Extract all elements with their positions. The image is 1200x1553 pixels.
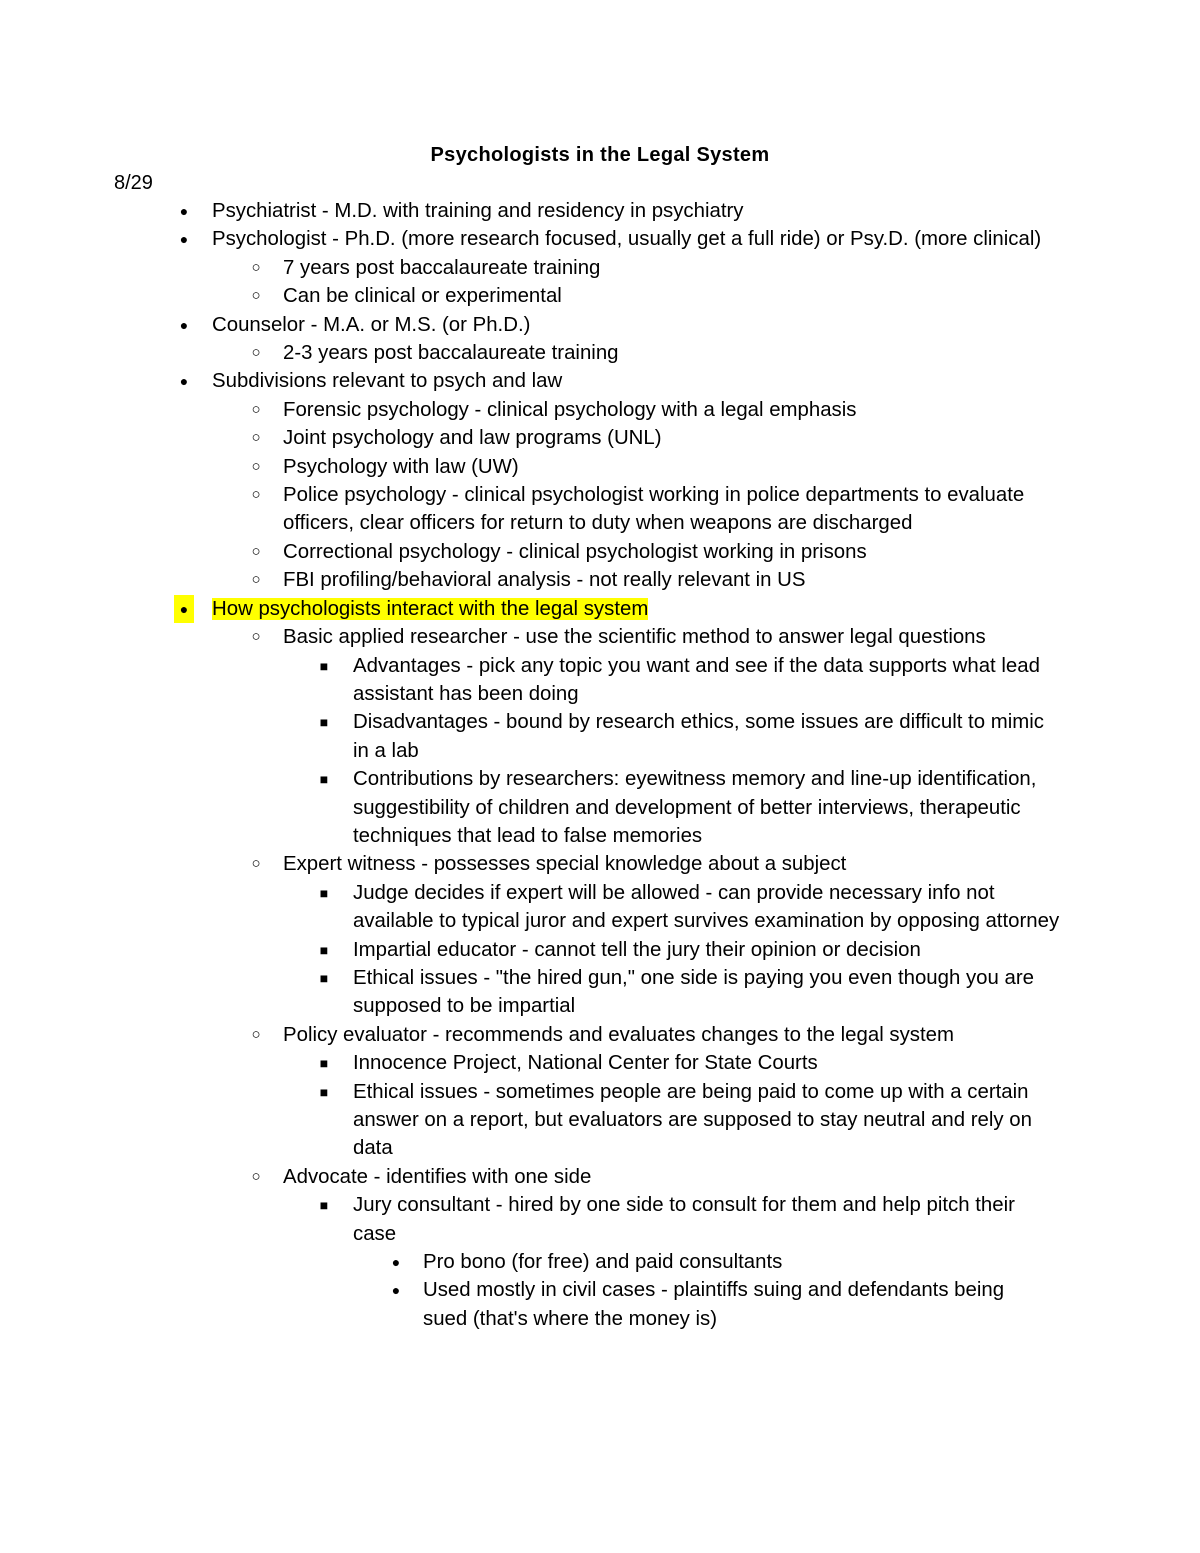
square-bullet-icon: ■ [319, 884, 329, 901]
list-item-text: Innocence Project, National Center for State Courts [353, 1052, 818, 1075]
hollow-circle-bullet-icon: ○ [251, 855, 261, 873]
filled-circle-bullet-icon: ● [179, 373, 189, 390]
list-item-text: How psychologists interact with the legal system [212, 597, 649, 620]
hollow-circle-bullet-icon: ○ [251, 258, 261, 276]
square-bullet-icon: ■ [319, 657, 329, 674]
list-item [0, 282, 1050, 310]
list-item-text: Pro bono (for free) and paid consultants [423, 1251, 783, 1274]
list-item [0, 197, 1050, 225]
square-bullet-icon: ■ [319, 714, 329, 731]
list-item [0, 225, 1050, 253]
hollow-circle-bullet-icon: ○ [251, 1167, 261, 1185]
list-item [0, 311, 1050, 339]
list-item-text: Subdivisions relevant to psych and law [212, 370, 563, 393]
list-item [0, 453, 1050, 481]
list-item-text: Counselor - M.A. or M.S. (or Ph.D.) [212, 313, 531, 336]
list-item [0, 652, 1060, 709]
list-item [0, 765, 1060, 850]
list-item-text: Basic applied researcher - use the scientific method to answer legal questions [283, 626, 986, 649]
filled-circle-bullet-icon: ● [391, 1282, 401, 1299]
hollow-circle-bullet-icon: ○ [251, 400, 261, 418]
list-item-text: Police psychology - clinical psychologist working in police departments to evaluate officers, clear officers for return to duty when weapons are discharged [283, 484, 1025, 535]
list-item-text: 2-3 years post baccalaureate training [283, 342, 619, 365]
filled-circle-bullet-icon: ● [179, 231, 189, 248]
list-item [0, 936, 1060, 964]
square-bullet-icon: ■ [319, 771, 329, 788]
list-item [0, 964, 1060, 1021]
list-item [0, 481, 1050, 538]
list-item [0, 1078, 1060, 1163]
list-item [0, 850, 1050, 878]
list-item-text: Policy evaluator - recommends and evaluates changes to the legal system [283, 1023, 954, 1046]
list-item-text: Used mostly in civil cases - plaintiffs suing and defendants being sued (that's where the money is) [423, 1279, 1005, 1330]
list-item-text: Disadvantages - bound by research ethics, some issues are difficult to mimic in a lab [353, 711, 1044, 762]
filled-circle-bullet-icon: ● [179, 203, 189, 219]
list-item-text: Impartial educator - cannot tell the jury their opinion or decision [353, 938, 921, 961]
list-item-text: 7 years post baccalaureate training [283, 256, 601, 279]
list-item [0, 1021, 1050, 1049]
square-bullet-icon: ■ [319, 969, 329, 986]
list-item [0, 1191, 1060, 1248]
list-item-text: FBI profiling/behavioral analysis - not really relevant in US [283, 569, 806, 592]
list-item-text: Ethical issues - sometimes people are being paid to come up with a certain answer on a report, but evaluators are supposed to stay neutral and rely on data [353, 1080, 1032, 1160]
list-item-text: Correctional psychology - clinical psychologist working in prisons [283, 540, 867, 563]
hollow-circle-bullet-icon: ○ [251, 344, 261, 362]
list-item [0, 367, 1050, 395]
notes-list [0, 197, 1200, 1333]
hollow-circle-bullet-icon: ○ [251, 628, 261, 646]
filled-circle-bullet-icon: ● [174, 595, 194, 623]
list-item-text: Can be clinical or experimental [283, 285, 562, 308]
filled-circle-bullet-icon: ● [179, 316, 189, 333]
page-title: Psychologists in the Legal System [430, 144, 770, 166]
list-item-text: Psychiatrist - M.D. with training and residency in psychiatry [212, 200, 744, 222]
list-item-text: Advocate - identifies with one side [283, 1165, 592, 1188]
list-item [0, 1248, 1050, 1276]
list-item-text: Expert witness - possesses special knowledge about a subject [283, 853, 847, 876]
list-item [0, 623, 1050, 651]
list-item [0, 396, 1050, 424]
list-item-text: Advantages - pick any topic you want and see if the data supports what lead assistant has been doing [353, 654, 1040, 705]
filled-circle-bullet-icon: ● [391, 1254, 401, 1271]
hollow-circle-bullet-icon: ○ [251, 429, 261, 447]
list-item-text: Forensic psychology - clinical psychology with a legal emphasis [283, 398, 857, 421]
square-bullet-icon: ■ [319, 1197, 329, 1214]
hollow-circle-bullet-icon: ○ [251, 486, 261, 504]
list-item-text: Psychologist - Ph.D. (more research focused, usually get a full ride) or Psy.D. (more clinical) [212, 228, 1042, 251]
hollow-circle-bullet-icon: ○ [251, 457, 261, 475]
list-item [0, 879, 1060, 936]
square-bullet-icon: ■ [319, 1055, 329, 1072]
list-item [0, 1163, 1050, 1191]
list-item [0, 254, 1050, 282]
square-bullet-icon: ■ [319, 1083, 329, 1100]
list-item [0, 595, 1050, 623]
list-item [0, 1049, 1060, 1077]
square-bullet-icon: ■ [319, 941, 329, 958]
hollow-circle-bullet-icon: ○ [251, 542, 261, 560]
hollow-circle-bullet-icon: ○ [251, 571, 261, 589]
list-item [0, 708, 1060, 765]
list-item [0, 424, 1050, 452]
list-item-text: Psychology with law (UW) [283, 455, 519, 478]
list-item [0, 1276, 1050, 1333]
list-item-text: Contributions by researchers: eyewitness memory and line-up identification, suggestibility of children and development of better interviews, therapeutic techniques that lead to false memories [353, 768, 1037, 847]
list-item [0, 538, 1050, 566]
list-item-text: Jury consultant - hired by one side to consult for them and help pitch their case [353, 1194, 1015, 1245]
list-item [0, 339, 1050, 367]
list-item [0, 566, 1050, 594]
list-item-text: Judge decides if expert will be allowed - can provide necessary info not available to typical juror and expert survives examination by opposing attorney [353, 881, 1060, 933]
list-item-text: Joint psychology and law programs (UNL) [283, 427, 662, 450]
list-item-text: Ethical issues - "the hired gun," one side is paying you even though you are supposed to be impartial [353, 966, 1034, 1018]
hollow-circle-bullet-icon: ○ [251, 287, 261, 305]
hollow-circle-bullet-icon: ○ [251, 1025, 261, 1043]
date-label: 8/29 [114, 172, 153, 194]
